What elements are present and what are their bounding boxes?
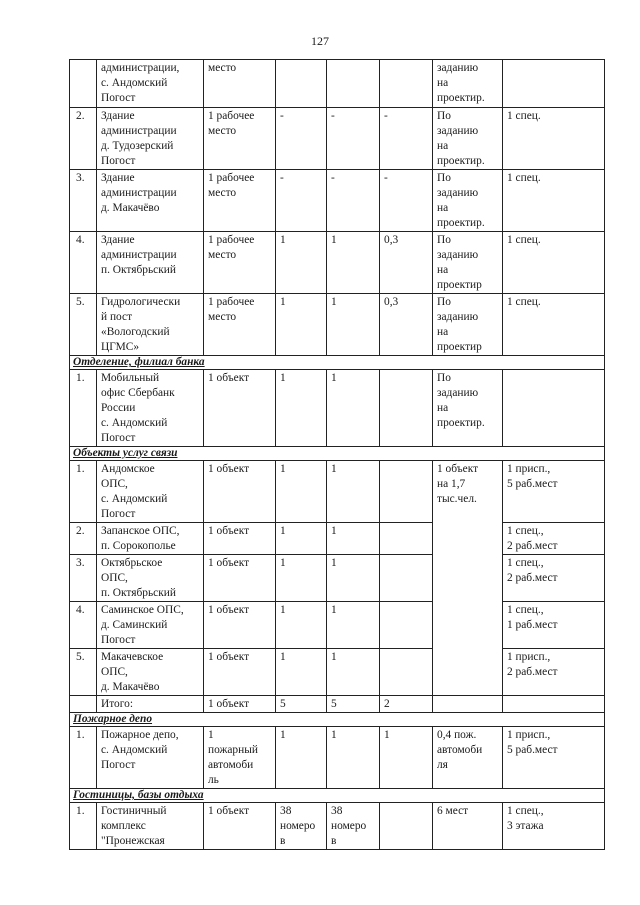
row-number: 2. — [70, 523, 97, 555]
value-cell: 0,3 — [380, 232, 433, 294]
facility-name: Пожарное депо, с. Андомский Погост — [97, 727, 204, 789]
staff-cell: 1 спец. — [503, 170, 605, 232]
facility-unit: 1 объект — [204, 370, 276, 447]
value-cell: 1 — [276, 523, 327, 555]
capacity-cell: По заданию на проектир — [433, 294, 503, 356]
row-number — [70, 696, 97, 713]
value-cell — [327, 60, 380, 108]
section-title-fire-depot: Пожарное депо — [70, 713, 605, 727]
capacity-cell: По заданию на проектир — [433, 232, 503, 294]
facility-name: Гостиничный комплекс "Пронежская — [97, 803, 204, 850]
facility-name: Здание администрации д. Макачёво — [97, 170, 204, 232]
facility-unit: 1 рабочее место — [204, 294, 276, 356]
value-cell: 5 — [276, 696, 327, 713]
capacity-cell: По заданию на проектир. — [433, 108, 503, 170]
table-row — [70, 461, 605, 523]
row-number — [70, 60, 97, 108]
value-cell: 1 — [276, 370, 327, 447]
facility-unit: 1 объект — [204, 803, 276, 850]
row-number: 2. — [70, 108, 97, 170]
value-cell: 38 номеро в — [327, 803, 380, 850]
table-row — [70, 108, 605, 170]
value-cell: 1 — [327, 294, 380, 356]
value-cell: 0,3 — [380, 294, 433, 356]
capacity-cell: 1 объект на 1,7 тыс.чел. — [433, 461, 503, 696]
value-cell: 1 — [276, 649, 327, 696]
value-cell: 1 — [380, 727, 433, 789]
row-number: 1. — [70, 727, 97, 789]
staff-cell: 1 присп., 5 раб.мест — [503, 727, 605, 789]
value-cell: - — [380, 170, 433, 232]
row-number: 3. — [70, 555, 97, 602]
facility-unit: 1 объект — [204, 696, 276, 713]
capacity-cell: 0,4 пож. автомоби ля — [433, 727, 503, 789]
capacity-cell: заданию на проектир. — [433, 60, 503, 108]
facility-unit: место — [204, 60, 276, 108]
page-number: 127 — [311, 34, 329, 48]
capacity-cell: По заданию на проектир. — [433, 170, 503, 232]
value-cell: 1 — [276, 727, 327, 789]
table-row — [70, 60, 605, 108]
value-cell: 1 — [327, 523, 380, 555]
staff-cell: 1 спец., 3 этажа — [503, 803, 605, 850]
capacity-cell — [433, 696, 503, 713]
value-cell: 1 — [327, 370, 380, 447]
facility-name: Запанское ОПС, п. Сорокополье — [97, 523, 204, 555]
value-cell — [380, 523, 433, 555]
row-number: 3. — [70, 170, 97, 232]
facility-name: Макачевское ОПС, д. Макачёво — [97, 649, 204, 696]
table-row — [70, 294, 605, 356]
value-cell: - — [327, 170, 380, 232]
row-number: 5. — [70, 294, 97, 356]
section-header-row — [70, 356, 605, 370]
section-header-row — [70, 713, 605, 727]
value-cell: 2 — [380, 696, 433, 713]
value-cell: 1 — [327, 232, 380, 294]
value-cell: - — [327, 108, 380, 170]
value-cell: - — [276, 170, 327, 232]
staff-cell: 1 спец. — [503, 108, 605, 170]
row-number: 1. — [70, 803, 97, 850]
staff-cell — [503, 60, 605, 108]
value-cell: 5 — [327, 696, 380, 713]
value-cell: 1 — [327, 727, 380, 789]
facility-name: Саминское ОПС, д. Саминский Погост — [97, 602, 204, 649]
value-cell: 38 номеро в — [276, 803, 327, 850]
value-cell: 1 — [327, 461, 380, 523]
row-number: 5. — [70, 649, 97, 696]
value-cell — [380, 803, 433, 850]
value-cell: 1 — [276, 461, 327, 523]
value-cell: 1 — [276, 602, 327, 649]
facility-unit: 1 рабочее место — [204, 108, 276, 170]
value-cell: 1 — [276, 555, 327, 602]
staff-cell: 1 присп., 2 раб.мест — [503, 649, 605, 696]
facility-name: Октябрьское ОПС, п. Октябрьский — [97, 555, 204, 602]
facility-unit: 1 рабочее место — [204, 170, 276, 232]
facility-name: Мобильный офис Сбербанк России с. Андомский Погост — [97, 370, 204, 447]
facility-name: администрации, с. Андомский Погост — [97, 60, 204, 108]
facility-name: Здание администрации д. Тудозерский Погост — [97, 108, 204, 170]
staff-cell: 1 спец., 2 раб.мест — [503, 555, 605, 602]
value-cell: - — [380, 108, 433, 170]
facility-name: Здание администрации п. Октябрьский — [97, 232, 204, 294]
facility-unit: 1 рабочее место — [204, 232, 276, 294]
table-row — [70, 602, 605, 649]
table-row — [70, 370, 605, 447]
facility-name: Гидрологически й пост «Вологодский ЦГМС» — [97, 294, 204, 356]
value-cell: 1 — [327, 649, 380, 696]
table-row — [70, 727, 605, 789]
staff-cell — [503, 370, 605, 447]
section-title-bank: Отделение, филиал банка — [70, 356, 605, 370]
table-row — [70, 170, 605, 232]
row-number: 4. — [70, 602, 97, 649]
section-header-row — [70, 447, 605, 461]
facility-unit: 1 объект — [204, 602, 276, 649]
facility-unit: 1 объект — [204, 649, 276, 696]
facility-unit: 1 объект — [204, 523, 276, 555]
total-label: Итого: — [97, 696, 204, 713]
capacity-cell: 6 мест — [433, 803, 503, 850]
value-cell — [380, 649, 433, 696]
value-cell — [380, 370, 433, 447]
value-cell — [276, 60, 327, 108]
capacity-cell: По заданию на проектир. — [433, 370, 503, 447]
staff-cell — [503, 696, 605, 713]
table-row — [70, 555, 605, 602]
staff-cell: 1 спец., 1 раб.мест — [503, 602, 605, 649]
section-title-hotels: Гостиницы, базы отдыха — [70, 789, 605, 803]
section-title-communications: Объекты услуг связи — [70, 447, 605, 461]
value-cell: 1 — [276, 232, 327, 294]
facilities-table — [69, 59, 605, 850]
row-number: 1. — [70, 370, 97, 447]
staff-cell: 1 спец. — [503, 232, 605, 294]
value-cell: 1 — [327, 555, 380, 602]
value-cell — [380, 60, 433, 108]
total-row — [70, 696, 605, 713]
staff-cell: 1 спец. — [503, 294, 605, 356]
table-row — [70, 232, 605, 294]
value-cell: 1 — [276, 294, 327, 356]
value-cell: - — [276, 108, 327, 170]
table-row — [70, 649, 605, 696]
facility-name: Андомское ОПС, с. Андомский Погост — [97, 461, 204, 523]
value-cell — [380, 602, 433, 649]
row-number: 1. — [70, 461, 97, 523]
table-row — [70, 803, 605, 850]
value-cell: 1 — [327, 602, 380, 649]
value-cell — [380, 461, 433, 523]
row-number: 4. — [70, 232, 97, 294]
staff-cell: 1 присп., 5 раб.мест — [503, 461, 605, 523]
table-row — [70, 523, 605, 555]
facility-unit: 1 объект — [204, 461, 276, 523]
staff-cell: 1 спец., 2 раб.мест — [503, 523, 605, 555]
facility-unit: 1 пожарный автомоби ль — [204, 727, 276, 789]
facility-unit: 1 объект — [204, 555, 276, 602]
section-header-row — [70, 789, 605, 803]
value-cell — [380, 555, 433, 602]
